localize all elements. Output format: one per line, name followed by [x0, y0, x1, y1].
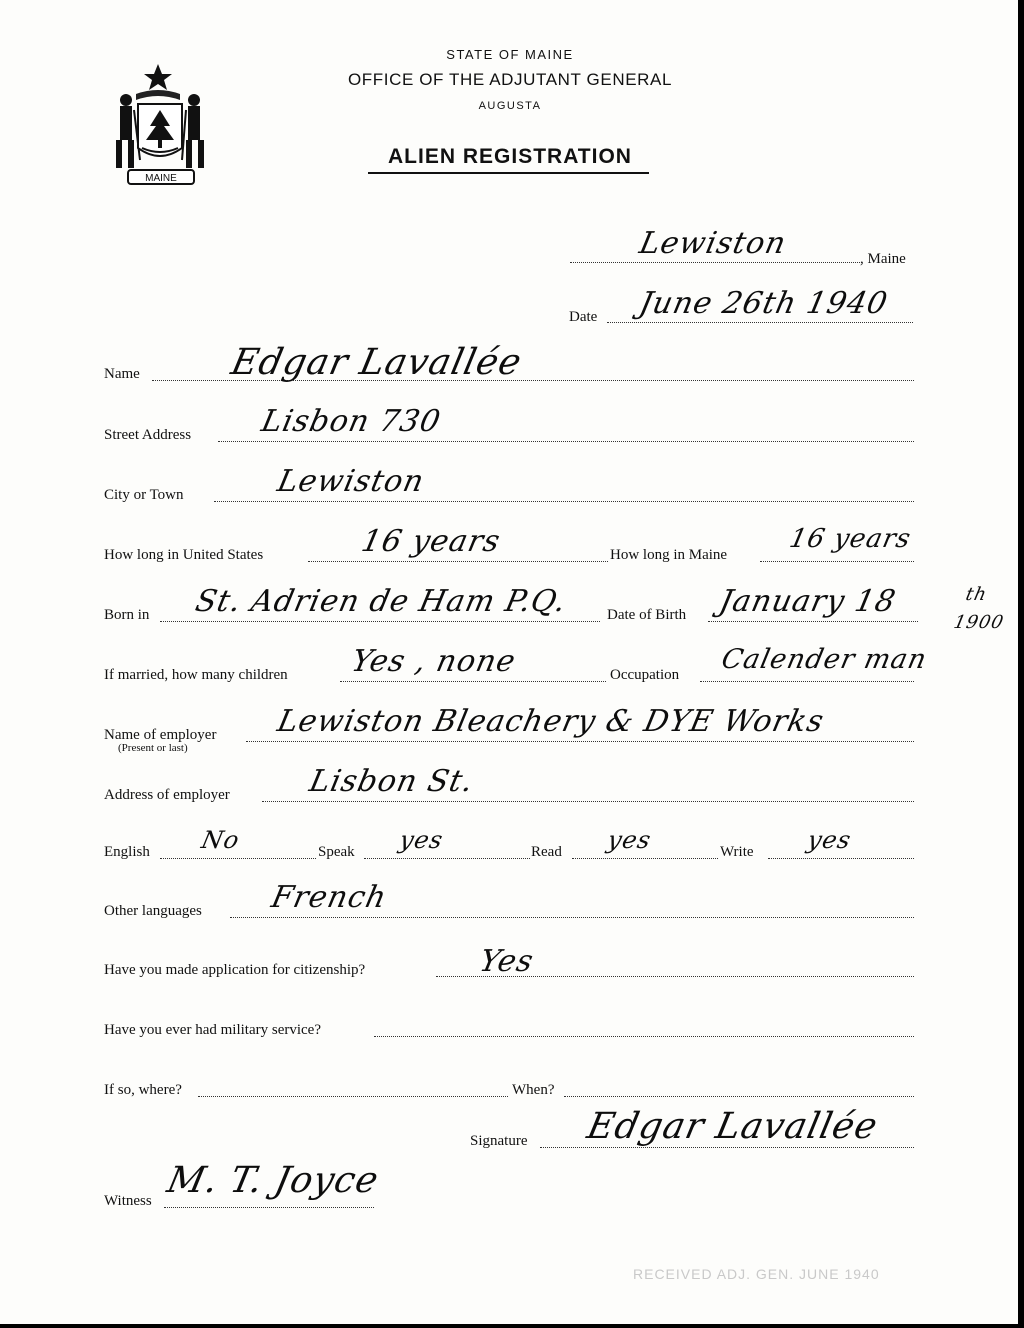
witness-label: Witness — [104, 1193, 152, 1209]
english-label: English — [104, 844, 150, 860]
street-line — [218, 441, 914, 442]
employer-line — [246, 741, 914, 742]
location-line — [570, 262, 860, 263]
header-office: OFFICE OF THE ADJUTANT GENERAL — [347, 70, 673, 89]
location-town-value[interactable]: Lewiston — [636, 226, 790, 261]
dob-line — [708, 621, 918, 622]
where-label: If so, where? — [104, 1082, 182, 1098]
english-line — [160, 858, 316, 859]
date-label: Date — [569, 309, 598, 325]
location-state-label: , Maine — [860, 251, 906, 267]
dob-suffix: th — [963, 584, 990, 605]
when-line — [564, 1096, 914, 1097]
dob-value[interactable]: January 18 — [716, 584, 900, 619]
born-in-label: Born in — [104, 607, 150, 623]
header-city: AUGUSTA — [478, 100, 542, 112]
signature-label: Signature — [470, 1133, 528, 1149]
speak-line — [364, 858, 530, 859]
occupation-line — [700, 681, 914, 682]
other-languages-line — [230, 917, 914, 918]
how-long-maine-line — [760, 561, 914, 562]
date-value[interactable]: June 26th 1940 — [636, 286, 892, 321]
where-line — [198, 1096, 508, 1097]
married-label: If married, how many children — [104, 667, 288, 683]
street-label: Street Address — [104, 427, 192, 443]
occupation-value[interactable]: Calender man — [718, 644, 930, 675]
signature-value[interactable]: Edgar Lavallée — [583, 1106, 882, 1147]
signature-line — [540, 1147, 914, 1148]
name-value[interactable]: Edgar Lavallée — [227, 342, 526, 383]
employer-label: Name of employer — [104, 727, 217, 743]
citizenship-value[interactable]: Yes — [476, 944, 538, 979]
speak-value[interactable]: yes — [397, 826, 447, 854]
street-value[interactable]: Lisbon 730 — [258, 404, 445, 439]
name-label: Name — [104, 366, 140, 382]
received-stamp: RECEIVED ADJ. GEN. JUNE 1940 — [633, 1266, 880, 1282]
how-long-us-value[interactable]: 16 years — [358, 524, 504, 559]
employer-address-label: Address of employer — [104, 787, 230, 803]
write-line — [768, 858, 914, 859]
dob-label: Date of Birth — [607, 607, 687, 623]
speak-label: Speak — [318, 844, 355, 860]
how-long-us-label: How long in United States — [104, 547, 264, 563]
header-state: STATE OF MAINE — [446, 47, 574, 62]
seal-banner-text: MAINE — [145, 173, 177, 184]
read-value[interactable]: yes — [605, 826, 655, 854]
born-in-value[interactable]: St. Adrien de Ham P.Q. — [192, 584, 570, 619]
employer-value[interactable]: Lewiston Bleachery & DYE Works — [274, 704, 828, 739]
write-value[interactable]: yes — [805, 826, 855, 854]
city-label: City or Town — [104, 487, 184, 503]
form-title: ALIEN REGISTRATION — [388, 145, 632, 168]
dob-year[interactable]: 1900 — [951, 612, 1007, 633]
married-value[interactable]: Yes , none — [348, 644, 520, 679]
state-seal-icon — [106, 60, 216, 190]
how-long-maine-value[interactable]: 16 years — [786, 524, 914, 554]
married-line — [340, 681, 606, 682]
born-in-line — [160, 621, 600, 622]
date-line — [607, 322, 913, 323]
english-value[interactable]: No — [199, 826, 243, 854]
write-label: Write — [720, 844, 754, 860]
title-underline — [368, 172, 649, 174]
city-value[interactable]: Lewiston — [274, 464, 428, 499]
citizenship-label: Have you made application for citizenship? — [104, 962, 366, 978]
employer-address-value[interactable]: Lisbon St. — [306, 764, 477, 799]
military-label: Have you ever had military service? — [104, 1022, 321, 1038]
other-languages-label: Other languages — [104, 903, 202, 919]
military-line — [374, 1036, 914, 1037]
read-label: Read — [531, 844, 562, 860]
other-languages-value[interactable]: French — [268, 880, 391, 915]
scan-edge-right — [1018, 0, 1024, 1328]
witness-value[interactable]: M. T. Joyce — [163, 1160, 383, 1201]
how-long-maine-label: How long in Maine — [610, 547, 728, 563]
how-long-us-line — [308, 561, 608, 562]
read-line — [572, 858, 718, 859]
occupation-label: Occupation — [610, 667, 680, 683]
employer-sublabel: (Present or last) — [118, 742, 188, 754]
city-line — [214, 501, 914, 502]
employer-address-line — [262, 801, 914, 802]
scan-edge-bottom — [0, 1324, 1024, 1328]
when-label: When? — [512, 1082, 555, 1098]
witness-line — [164, 1207, 374, 1208]
